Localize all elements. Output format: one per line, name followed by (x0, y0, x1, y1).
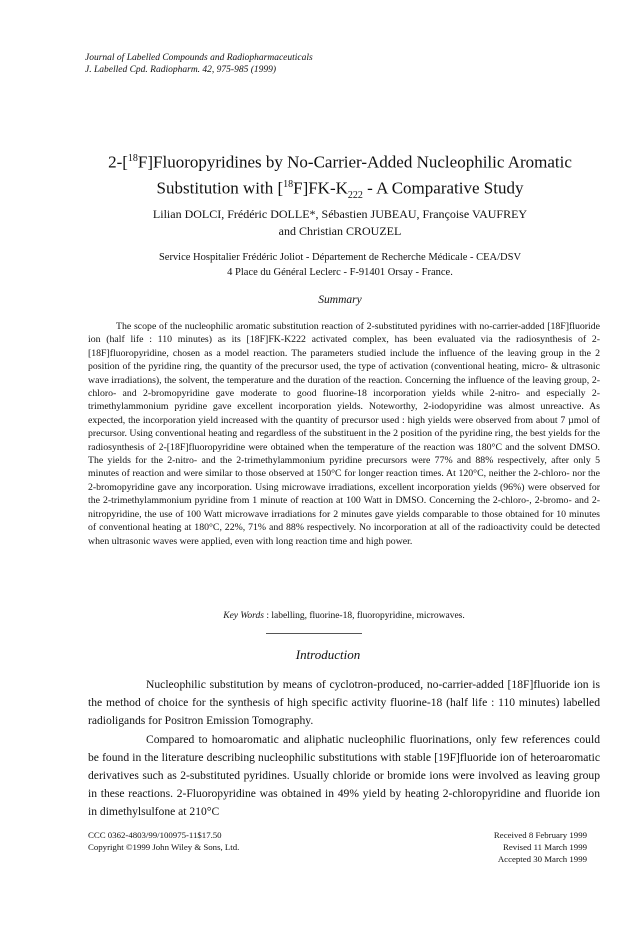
title-line-1: 2-[$^{18}$F]Fluoropyridines by No-Carrier-Added Nucleophilic Aromatic (108, 152, 572, 172)
title-line-2: Substitution with $[^{18}F]FK-K_{222}$ - A Comparative Study (156, 178, 524, 201)
journal-citation: J. Labelled Cpd. Radiopharm. 42, 975-985 (1999) (85, 65, 277, 75)
paper-title (60, 148, 620, 207)
footer-copyright (88, 829, 239, 853)
revised-date: Revised 11 March 1999 (503, 842, 587, 852)
affiliation-line-1: Service Hospitalier Frédéric Joliot - Département de Recherche Médicale - CEA/DSV (158, 252, 522, 263)
footer-dates (494, 829, 587, 865)
introduction-body (88, 676, 600, 822)
summary-abstract (88, 320, 600, 548)
summary-heading: Summary (318, 294, 362, 306)
journal-header (85, 52, 313, 76)
copyright-line: Copyright ©1999 John Wiley & Sons, Ltd. (88, 842, 240, 852)
summary-text: The scope of the nucleophilic aromatic substitution reaction of 2-substituted pyridines with no-carrier-added [18F]fluoride ion (half life : 110 minutes) as its [18F]FK-K222 activated complex, has been evaluated via the radiosynthesis of 2-[18F]fluoropyridine, chosen as a model reaction. The parameters studied include the influence of the leaving group in the 2 position of the pyridine ring, the quantity of the precursor used, the type of activation (conventional heating, micro- & ultrasonic wave irradiations), the solvent, the temperature and the duration of the reaction. Concerning the influence of the leaving group, 2-chloro- and 2-bromopyridine gave moderate to good fluorine-18 incorporation yields while 2-nitro- and especially 2-trimethylammonium pyridine gave excellent incorporation yields. Noteworthy, 2-iodopyridine was almost unreactive. As expected, the incorporation yield increased with the quantity of precursor used : high yields were observed from about 7 µmol of precursor. Using conventional heating and regardless of the substituent in the 2 position of the pyridine ring, the best yields for the radiosynthesis of 2-[18F]fluoropyridine were obtained when the temperature of the reaction was 180°C and the solvent DMSO. The yields for the 2-nitro- and the 2-trimethylammonium pyridine precursors were 77% and 88% respectively, after only 5 minutes of reaction and were similar to those observed at 150°C for longer reaction times. At 120°C, neither the 2-chloro- nor the 2-bromopyridine gave any incorporation. Using microwave irradiations, excellent incorporation yields (96%) were observed for the 2-trimethylammonium pyridine from 1 minute of reaction at 100 Watt in DMSO. Concerning the 2-chloro-, 2-bromo- and 2-nitropyridine, the use of 100 Watt microwave irradiations for 2 minutes gave yields comparable to those obtained for 10 minutes of conventional heating at 180°C, 22%, 71% and 88% respectively. No incorporation at all of the radioactivity could be detected when ultrasonic waves were applied, even with long reaction time and high power. (88, 321, 600, 547)
keywords (88, 611, 600, 621)
introduction-paragraph-1: Nucleophilic substitution by means of cyclotron-produced, no-carrier-added [18F]fluoride ion is the method of choice for the synthesis of high specific activity fluorine-18 (half life : 110 minutes) labelled radioligands for Positron Emission Tomography. (88, 678, 600, 728)
authors-line-1: Lilian DOLCI, Frédéric DOLLE*, Sébastien JUBEAU, Françoise VAUFREY (152, 207, 528, 221)
keywords-text: : labelling, fluorine-18, fluoropyridine, microwaves. (263, 611, 465, 621)
introduction-paragraph-2: Compared to homoaromatic and aliphatic nucleophilic fluorinations, only few references could be found in the literature describing nucleophilic substitutions with stable [19F]fluoride ion of heteroaromatic derivatives such as 2-substituted pyridines. Usually chloride or bromide ions were involved as leaving group in these reactions. 2-Fluoropyridine was obtained in 49% yield by heating 2-chloropyridine and fluoride ion in dimethylsulfone at 210°C (88, 732, 600, 819)
affiliation (60, 250, 620, 280)
journal-name: Journal of Labelled Compounds and Radiopharmaceuticals (85, 53, 313, 63)
ccc-code: CCC 0362-4803/99/100975-11$17.50 (88, 830, 222, 840)
section-divider (266, 633, 362, 634)
authors-line-2: and Christian CROUZEL (278, 224, 402, 238)
received-date: Received 8 February 1999 (493, 830, 587, 840)
keywords-label: Key Words (223, 611, 264, 621)
accepted-date: Accepted 30 March 1999 (497, 854, 587, 864)
affiliation-line-2: 4 Place du Général Leclerc - F-91401 Orsay - France. (227, 267, 453, 278)
introduction-heading: Introduction (295, 647, 361, 662)
author-list (60, 206, 620, 240)
